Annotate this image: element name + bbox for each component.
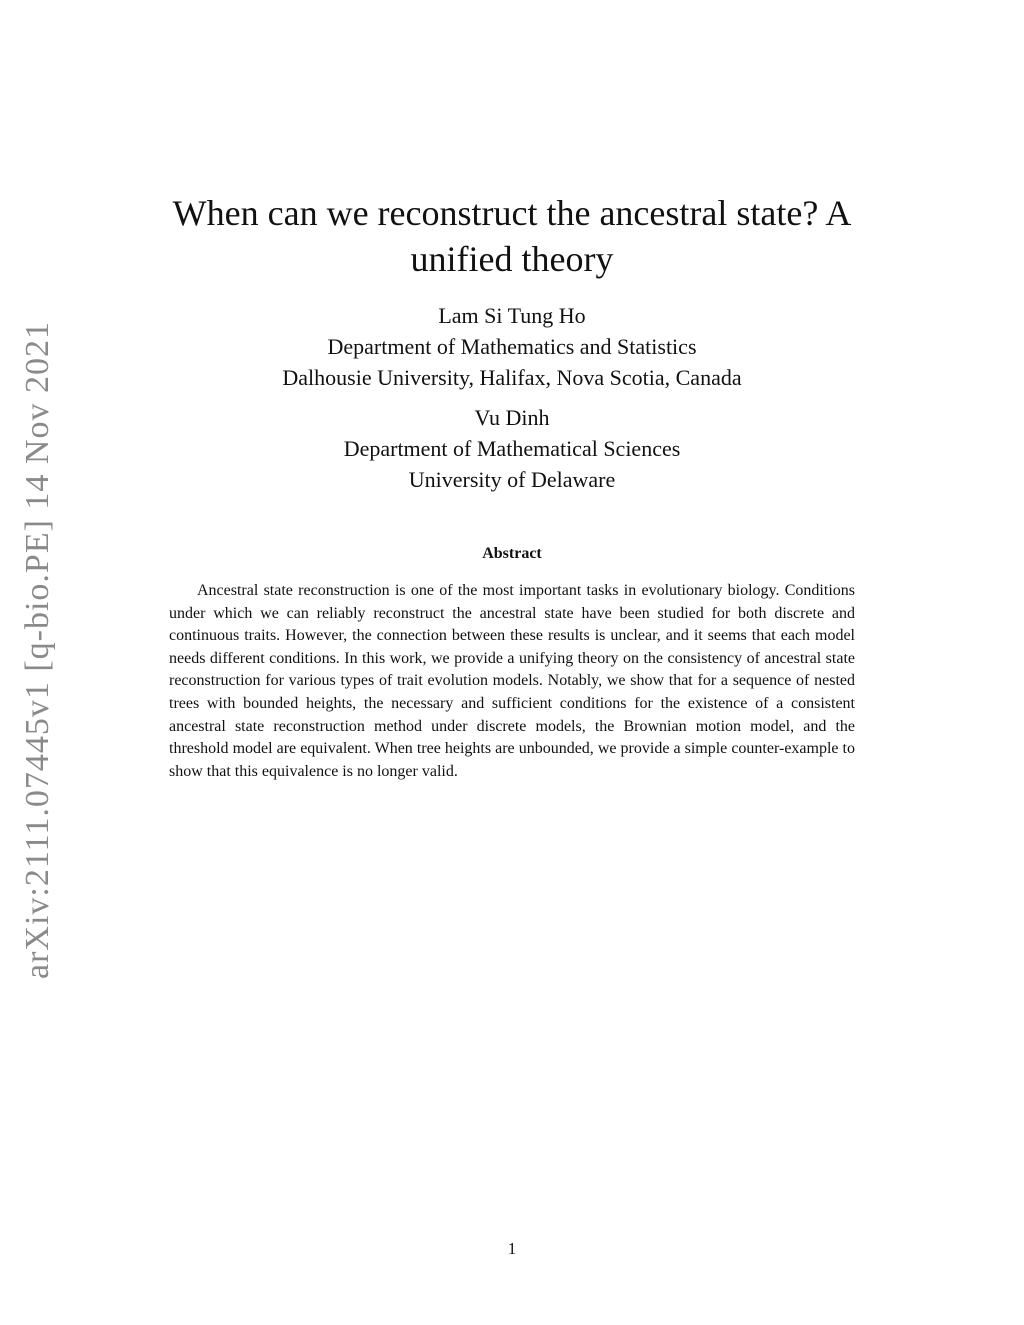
author-department: Department of Mathematics and Statistics [327,334,697,359]
paper-title: When can we reconstruct the ancestral state? A unified theory [172,193,852,279]
author-block [150,402,874,495]
arxiv-identifier: arXiv:2111.07445v1 [q-bio.PE] 14 Nov 2021 [19,321,56,979]
author-department: Department of Mathematical Sciences [343,436,681,461]
author-institution: Dalhousie University, Halifax, Nova Scotia, Canada [282,365,742,390]
author-institution: University of Delaware [408,467,616,492]
abstract-heading: Abstract [482,545,542,562]
author-name: Vu Dinh [474,405,550,430]
author-block [150,300,874,393]
abstract-text: Ancestral state reconstruction is one of the most important tasks in evolutionary biology. Conditions under which we can reliably reconstruct the ancestral state have been studied for both discrete and continuous traits. However, the connection between these results is unclear, and it seems that each model needs different conditions. In this work, we provide a unifying theory on the consistency of ancestral state reconstruction for various types of trait evolution models. Notably, we show that for a sequence of nested trees with bounded heights, the necessary and sufficient conditions for the existence of a consistent ancestral state reconstruction method under discrete models, the Brownian motion model, and the threshold model are equivalent. When tree heights are unbounded, we provide a simple counter-example to show that this equivalence is no longer valid. [169,582,855,780]
author-name: Lam Si Tung Ho [438,303,586,328]
page-number: 1 [507,1239,517,1258]
